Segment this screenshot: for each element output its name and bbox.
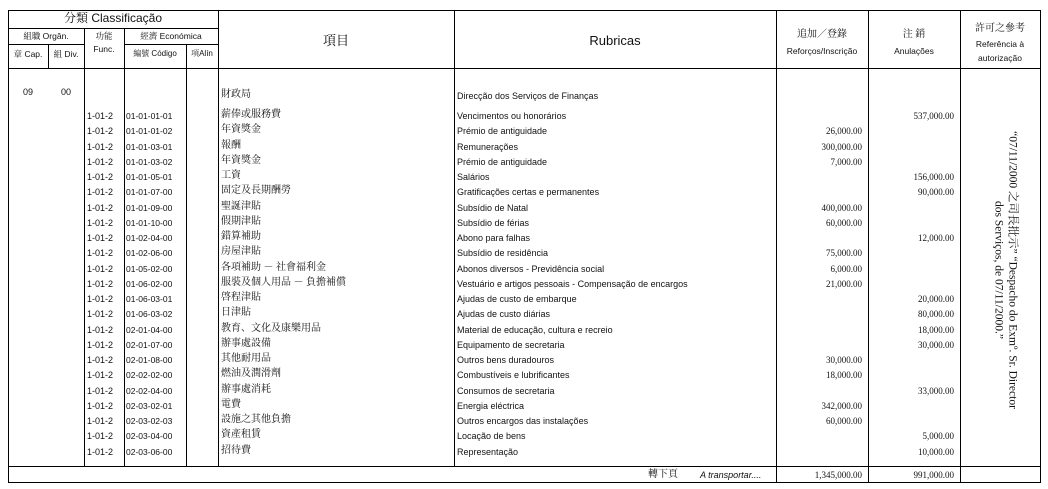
row-func: 1-01-2: [87, 203, 114, 213]
row-reforco: 26,000.00: [826, 126, 862, 136]
row-rubrica: Prémio de antiguidade: [457, 157, 548, 167]
row-code: 01-06-02-00: [126, 279, 173, 289]
section-div: 00: [60, 87, 71, 97]
row-code: 02-03-02-01: [126, 401, 173, 411]
rubricas-col-border: [776, 10, 777, 483]
row-rubrica: Vestuário e artigos pessoais - Compensação de encargos: [457, 279, 688, 289]
row-rubrica: Salários: [457, 172, 490, 182]
row-rubrica: Equipamento de secretaria: [457, 340, 565, 350]
organ-col-border: [84, 28, 85, 467]
row-rubrica: Abono para falhas: [457, 233, 531, 243]
row-rubrica: Vencimentos ou honorários: [457, 111, 567, 121]
row-code: 02-02-02-00: [126, 370, 173, 380]
row-anulacao: 5,000.00: [922, 431, 954, 441]
row-rubrica: Subsídio de férias: [457, 218, 530, 228]
row-code: 01-02-04-00: [126, 233, 173, 243]
row-item: 工資: [221, 170, 241, 181]
row-anulacao: 30,000.00: [918, 340, 954, 350]
alin-header: 項Alín: [191, 49, 213, 58]
row-anulacao: 12,000.00: [918, 233, 954, 243]
row-item: 辦事處消耗: [221, 384, 271, 395]
row-rubrica: Combustíveis e lubrificantes: [457, 370, 570, 380]
row-anulacao: 537,000.00: [913, 111, 954, 121]
row-code: 01-01-10-00: [126, 218, 173, 228]
row-rubrica: Subsídio de residência: [457, 248, 549, 258]
row-reforco: 60,000.00: [826, 218, 862, 228]
authorization-note: “07/11/2000 之司長批示” “Despacho do Exmº. Sr. Director dos Serviços, de 07/11/2000.”: [992, 131, 1019, 409]
row-item: 辦事處設備: [221, 338, 271, 349]
row-rubrica: Ajudas de custo diárias: [457, 309, 551, 319]
row-item: 教育、文化及康樂用品: [221, 323, 321, 334]
row-item: 電費: [221, 399, 241, 410]
row-code: 01-01-01-02: [126, 126, 173, 136]
row-code: 02-01-07-00: [126, 340, 173, 350]
row-rubrica: Material de educação, cultura e recreio: [457, 325, 613, 335]
anulacoes-header-zh: 注 銷: [902, 29, 926, 40]
row-func: 1-01-2: [87, 370, 114, 380]
footer-label-zh: 轉下頁: [648, 469, 678, 480]
autorizacao-header-zh: 許可之參考: [975, 23, 1025, 34]
row-item: 各項補助 － 社會福利金: [221, 262, 326, 273]
row-item: 招待費: [221, 445, 251, 456]
row-code: 01-06-03-02: [126, 309, 173, 319]
row-reforco: 7,000.00: [830, 157, 862, 167]
row-code: 01-05-02-00: [126, 264, 173, 274]
func-col-border: [124, 28, 125, 467]
section-item: 財政局: [221, 89, 251, 100]
row-func: 1-01-2: [87, 416, 114, 426]
row-code: 01-01-05-01: [126, 172, 173, 182]
row-code: 01-01-09-00: [126, 203, 173, 213]
item-header: 項目: [322, 33, 349, 48]
section-rubrica: Direcção dos Serviços de Finanças: [457, 91, 599, 101]
row-item: 假期津貼: [221, 216, 261, 227]
row-func: 1-01-2: [87, 279, 114, 289]
economica-col-border: [218, 10, 219, 467]
row-anulacao: 90,000.00: [918, 187, 954, 197]
row-rubrica: Energia eléctrica: [457, 401, 525, 411]
autorizacao-header-pt2: autorização: [978, 53, 1022, 63]
row-code: 01-01-01-01: [126, 111, 173, 121]
row-rubrica: Remunerações: [457, 142, 519, 152]
row-func: 1-01-2: [87, 309, 114, 319]
row-item: 錯算補助: [221, 231, 261, 242]
row-item: 聖誕津貼: [221, 201, 261, 212]
row-anulacao: 20,000.00: [918, 294, 954, 304]
codigo-alin-separator: [186, 44, 187, 467]
footer-anulacao-total: 991,000.00: [913, 470, 954, 480]
row-func: 1-01-2: [87, 325, 114, 335]
row-anulacao: 18,000.00: [918, 325, 954, 335]
left-border: [8, 10, 9, 483]
row-func: 1-01-2: [87, 111, 114, 121]
classificacao-header: 分類 Classificação: [63, 11, 163, 25]
row-func: 1-01-2: [87, 248, 114, 258]
rubricas-header: Rubricas: [589, 33, 641, 48]
row-rubrica: Outros encargos das instalações: [457, 416, 589, 426]
row-code: 01-01-03-02: [126, 157, 173, 167]
row-func: 1-01-2: [87, 294, 114, 304]
autorizacao-header-pt1: Referência à: [975, 39, 1025, 49]
row-func: 1-01-2: [87, 355, 114, 365]
row-rubrica: Subsídio de Natal: [457, 203, 529, 213]
row-item: 報酬: [221, 140, 241, 151]
row-rubrica: Consumos de secretaria: [457, 386, 555, 396]
footer-label-pt: A transportar....: [700, 470, 762, 480]
row-item: 日津貼: [221, 307, 251, 318]
item-col-border: [454, 10, 455, 467]
row-code: 02-01-04-00: [126, 325, 173, 335]
row-code: 01-01-07-00: [126, 187, 173, 197]
row-reforco: 300,000.00: [821, 142, 862, 152]
row-func: 1-01-2: [87, 187, 114, 197]
row-func: 1-01-2: [87, 386, 114, 396]
row-rubrica: Ajudas de custo de embarque: [457, 294, 577, 304]
row-item: 設施之其他負擔: [221, 414, 291, 425]
cap-header: 章 Cap.: [13, 49, 43, 59]
row-rubrica: Prémio de antiguidade: [457, 126, 548, 136]
row-func: 1-01-2: [87, 264, 114, 274]
row-rubrica: Gratificações certas e permanentes: [457, 187, 600, 197]
organ-header: 組職 Orgân.: [23, 31, 69, 41]
economica-divider: [124, 44, 218, 45]
row-func: 1-01-2: [87, 172, 114, 182]
codigo-header: 編號 Código: [133, 49, 177, 58]
row-func: 1-01-2: [87, 401, 114, 411]
func-header-zh: 功能: [95, 31, 113, 41]
row-code: 01-02-06-00: [126, 248, 173, 258]
row-item: 資產租賃: [221, 429, 261, 440]
row-item: 固定及長期酬勞: [221, 185, 291, 196]
row-code: 02-03-02-03: [126, 416, 173, 426]
anulacoes-header-pt: Anulações: [894, 46, 934, 56]
row-item: 燃油及潤滑劑: [221, 368, 281, 379]
header-bottom-border: [8, 68, 1040, 69]
row-item: 啓程津貼: [221, 292, 261, 303]
footer-top-border: [8, 466, 1040, 467]
row-anulacao: 33,000.00: [918, 386, 954, 396]
reforcos-header-zh: 追加／登錄: [797, 29, 847, 40]
row-item: 其他耐用品: [221, 353, 271, 364]
row-reforco: 18,000.00: [826, 370, 862, 380]
economica-header: 經濟 Económica: [140, 31, 202, 41]
reforcos-header-pt: Reforços/Inscrição: [786, 46, 858, 56]
row-reforco: 75,000.00: [826, 248, 862, 258]
row-item: 年資獎金: [221, 124, 261, 135]
row-item: 服裝及個人用品 － 負擔補償: [221, 277, 346, 288]
row-item: 薪俸或服務費: [221, 109, 281, 120]
table-top-border: [8, 10, 1040, 11]
row-code: 02-01-08-00: [126, 355, 173, 365]
row-item: 房屋津貼: [221, 246, 261, 257]
footer-reforco-total: 1,345,000.00: [814, 470, 862, 480]
row-reforco: 342,000.00: [821, 401, 862, 411]
row-rubrica: Representação: [457, 447, 519, 457]
row-func: 1-01-2: [87, 157, 114, 167]
organ-divider: [8, 44, 84, 45]
row-reforco: 60,000.00: [826, 416, 862, 426]
table-bottom-border: [8, 482, 1040, 483]
row-code: 02-02-04-00: [126, 386, 173, 396]
row-anulacao: 156,000.00: [913, 172, 954, 182]
row-func: 1-01-2: [87, 126, 114, 136]
row-reforco: 6,000.00: [830, 264, 862, 274]
row-code: 02-03-04-00: [126, 431, 173, 441]
right-border: [1040, 10, 1041, 483]
row-func: 1-01-2: [87, 233, 114, 243]
row-code: 01-06-03-01: [126, 294, 173, 304]
row-rubrica: Locação de bens: [457, 431, 526, 441]
row-func: 1-01-2: [87, 447, 114, 457]
row-anulacao: 80,000.00: [918, 309, 954, 319]
row-func: 1-01-2: [87, 218, 114, 228]
row-code: 02-03-06-00: [126, 447, 173, 457]
row-reforco: 30,000.00: [826, 355, 862, 365]
anulacoes-col-border: [960, 10, 961, 483]
section-cap: 09: [22, 87, 33, 97]
div-header: 組 Div.: [53, 49, 79, 59]
func-header-pt: Func.: [93, 44, 115, 54]
row-anulacao: 10,000.00: [918, 447, 954, 457]
row-code: 01-01-03-01: [126, 142, 173, 152]
row-func: 1-01-2: [87, 340, 114, 350]
classificacao-divider: [8, 28, 218, 29]
reforcos-col-border: [868, 10, 869, 483]
row-rubrica: Abonos diversos - Previdência social: [457, 264, 605, 274]
row-reforco: 21,000.00: [826, 279, 862, 289]
row-func: 1-01-2: [87, 142, 114, 152]
row-item: 年資獎金: [221, 155, 261, 166]
row-reforco: 400,000.00: [821, 203, 862, 213]
row-rubrica: Outros bens duradouros: [457, 355, 555, 365]
row-func: 1-01-2: [87, 431, 114, 441]
